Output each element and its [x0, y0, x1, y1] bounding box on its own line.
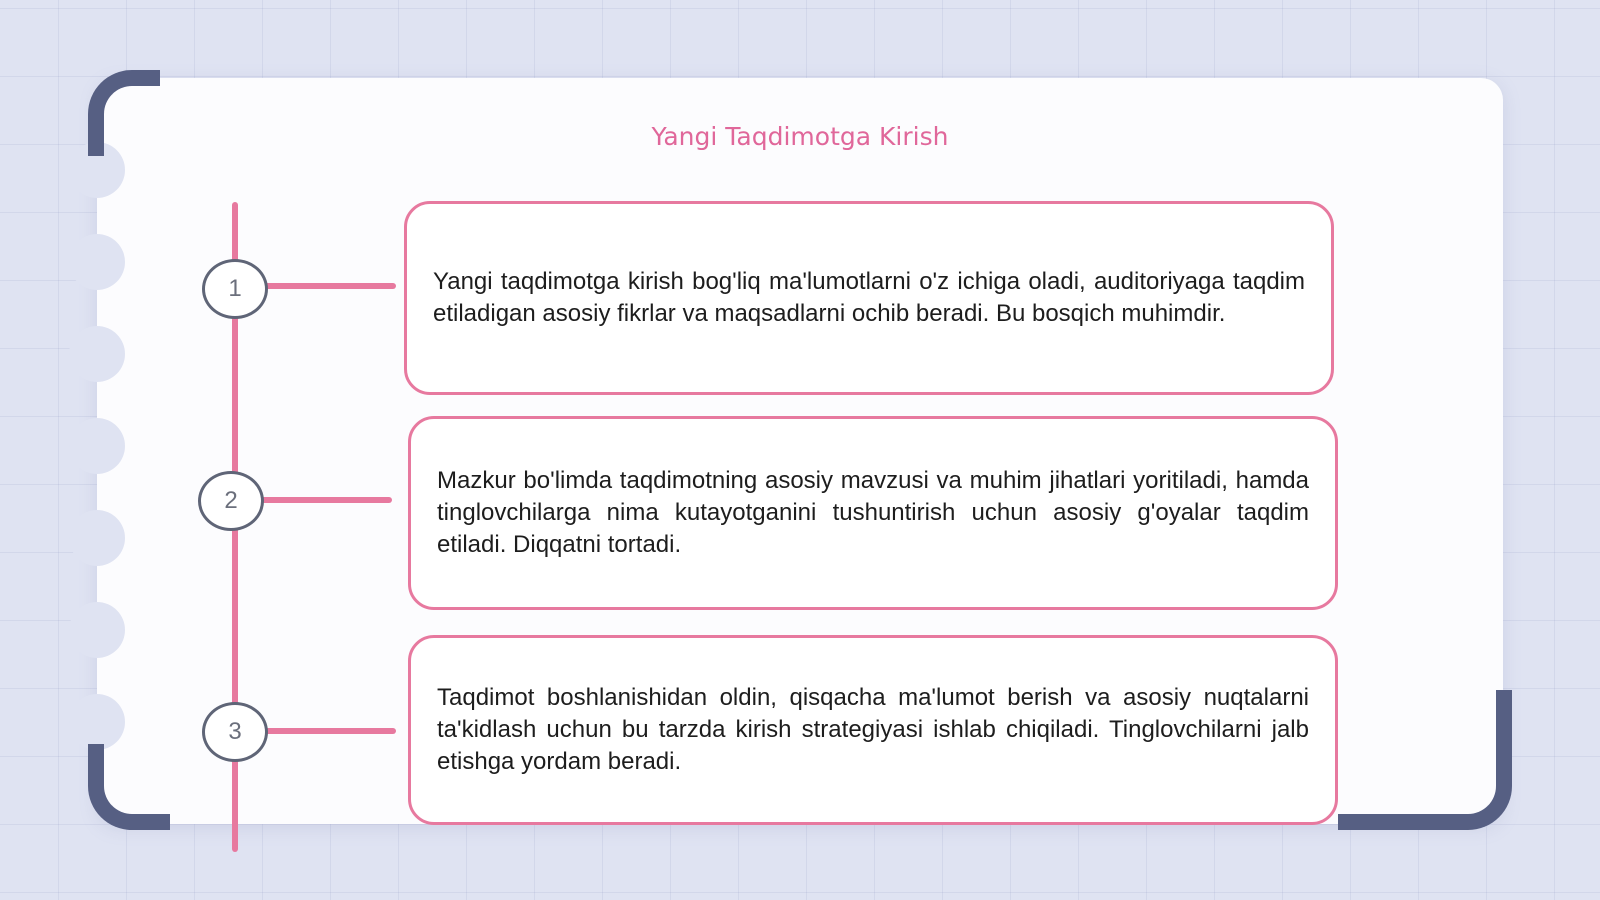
paper-notch: [69, 326, 125, 382]
step-description: Mazkur bo'limda taqdimotning asosiy mavzusi va muhim jihatlari yoritiladi, hamda tinglovchilarga nima kutayotganini tushuntirish uchun asosiy g'oyalar taqdim etiladi. Diqqatni tortadi.: [437, 467, 1309, 558]
step-card: [404, 201, 1334, 395]
step-number-badge: 2: [198, 471, 264, 531]
step-number-badge: 1: [202, 259, 268, 319]
frame-corner-top-left: [88, 70, 160, 156]
frame-corner-bottom-left: [88, 744, 170, 830]
step-description: Yangi taqdimotga kirish bog'liq ma'lumotlarni o'z ichiga oladi, auditoriyaga taqdim etiladigan asosiy fikrlar va maqsadlarni ochib beradi. Bu bosqich muhimdir.: [433, 268, 1305, 327]
paper-notch: [69, 510, 125, 566]
paper-notch: [69, 418, 125, 474]
frame-corner-bottom-right: [1338, 690, 1512, 830]
paper-notch: [69, 694, 125, 750]
paper-notch: [69, 234, 125, 290]
step-connector: [262, 728, 396, 734]
step-number-badge: 3: [202, 702, 268, 762]
step-description: Taqdimot boshlanishidan oldin, qisqacha ma'lumot berish va asosiy nuqtalarni ta'kidlash uchun bu tarzda kirish strategiyasi ishlab chiqiladi. Tinglovchilarni jalb etishga yordam beradi.: [437, 684, 1309, 775]
slide-title: Yangi Taqdimotga Kirish: [651, 122, 949, 151]
step-connector: [262, 283, 396, 289]
step-card: [408, 416, 1338, 610]
step-card: [408, 635, 1338, 825]
paper-notch: [69, 602, 125, 658]
step-connector: [258, 497, 392, 503]
